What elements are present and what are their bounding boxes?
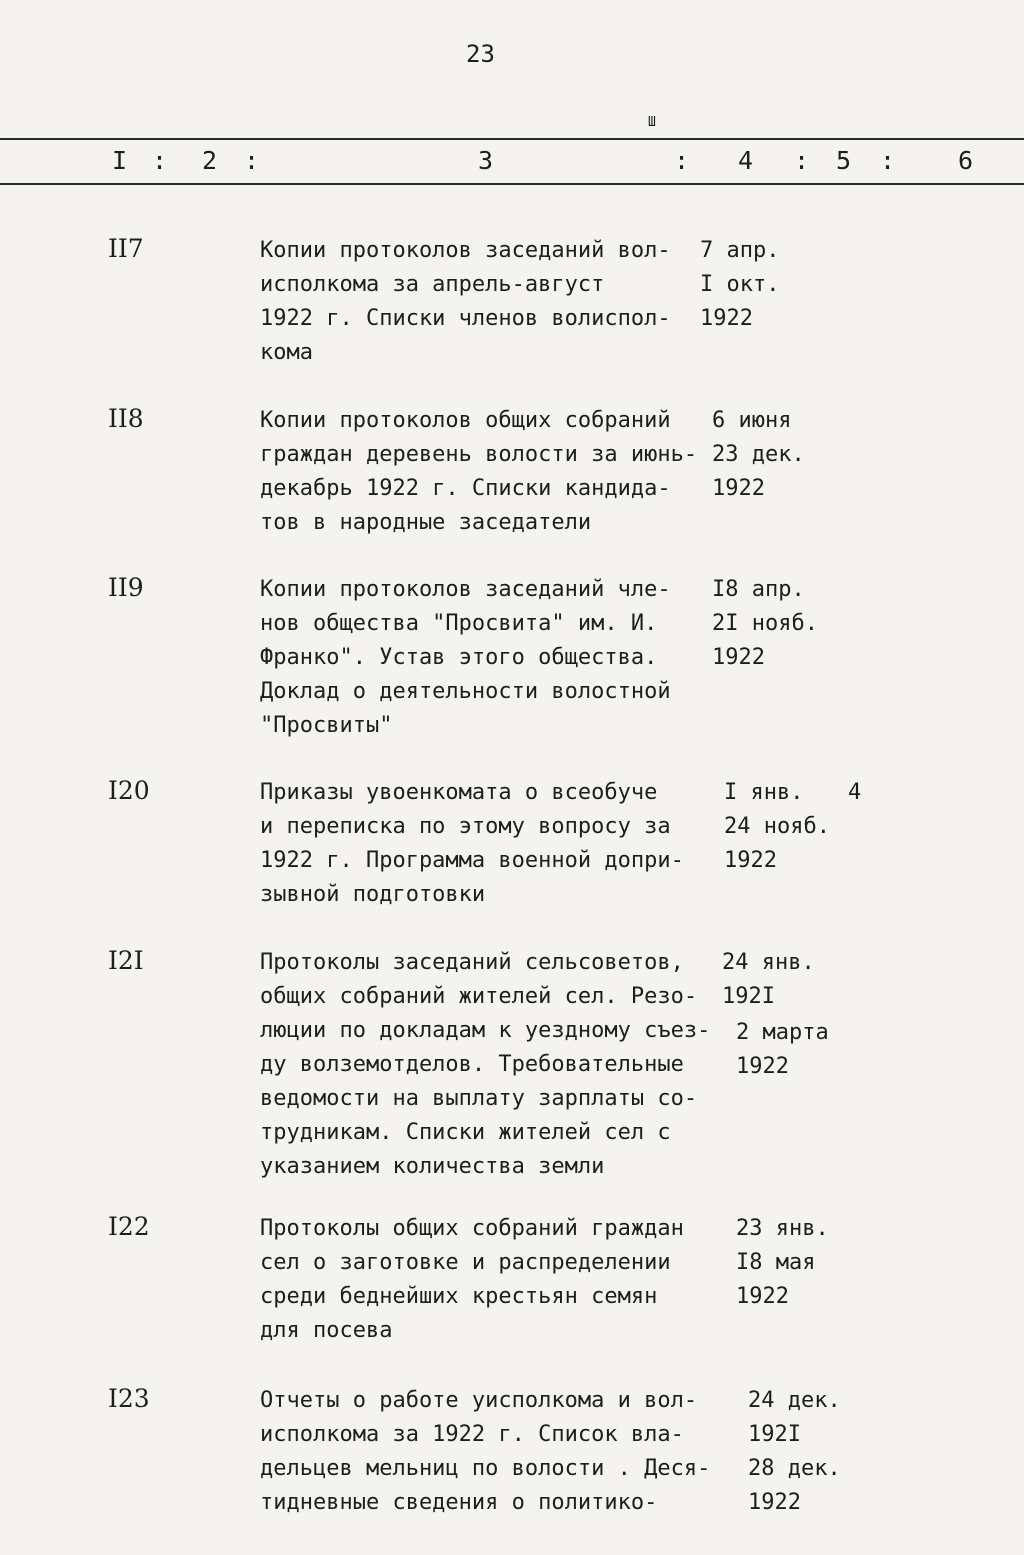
- record-dates: 7 апр. I окт. 1922: [700, 238, 780, 331]
- record-number: I20: [108, 776, 150, 805]
- record-date-start: 24 янв. 192I: [722, 950, 815, 1009]
- column-separator: :: [152, 146, 168, 175]
- record-number: I22: [108, 1212, 150, 1241]
- record-number: I2I: [108, 946, 144, 975]
- page-number: 23: [466, 40, 495, 68]
- record-dates: 6 июня 23 дек. 1922: [712, 408, 805, 501]
- column-1-header: I: [112, 146, 128, 175]
- column-4-header: 4: [738, 146, 754, 175]
- page-mark: Ш: [648, 115, 656, 130]
- record-number: II9: [108, 573, 144, 602]
- column-6-header: 6: [958, 146, 974, 175]
- record-sheet-count: 4: [848, 780, 862, 805]
- record-title: Копии протоколов общих собраний граждан деревень волости за июнь- декабрь 1922 г. Списки кандида- тов в народные заседатели: [260, 408, 698, 535]
- column-3-header: 3: [478, 146, 494, 175]
- record-number: II8: [108, 404, 144, 433]
- column-separator: :: [794, 146, 810, 175]
- header-rule-top: [0, 138, 1024, 140]
- record-dates: 24 дек. 192I 28 дек. 1922: [748, 1388, 841, 1515]
- record-title: Копии протоколов заседаний чле- нов общества "Просвита" им. И. Франко". Устав этого общества. Доклад о деятельности волостной "Просвиты": [260, 577, 671, 738]
- record-title: Протоколы общих собраний граждан сел о заготовке и распределении среди беднейших крестьян семян для посева: [260, 1216, 684, 1343]
- record-dates: I янв. 24 нояб. 1922: [724, 780, 830, 873]
- column-separator: :: [880, 146, 896, 175]
- record-title: Копии протоколов заседаний вол- исполкома за апрель-август 1922 г. Списки членов волиспол- кома: [260, 238, 671, 365]
- record-date-end: 2 марта 1922: [736, 1020, 829, 1079]
- record-dates: I8 апр. 2I нояб. 1922: [712, 577, 818, 670]
- column-5-header: 5: [836, 146, 852, 175]
- record-number: I23: [108, 1384, 150, 1413]
- record-title: Протоколы заседаний сельсоветов, общих собраний жителей сел. Резо- люции по докладам к уездному съез- ду волземотделов. Требовательные ведомости на выплату зарплаты со- трудникам. Списки жителей сел с указанием количества земли: [260, 950, 711, 1179]
- record-number: II7: [108, 234, 144, 263]
- record-title: Отчеты о работе уисполкома и вол- исполкома за 1922 г. Список вла- дельцев мельниц по волости . Деся- тидневные сведения о политико-: [260, 1388, 711, 1515]
- record-dates: 23 янв. I8 мая 1922: [736, 1216, 829, 1309]
- column-separator: :: [674, 146, 690, 175]
- column-2-header: 2: [202, 146, 218, 175]
- record-title: Приказы увоенкомата о всеобуче и переписка по этому вопросу за 1922 г. Программа военной допри- зывной подготовки: [260, 780, 684, 907]
- column-separator: :: [244, 146, 260, 175]
- header-rule-bottom: [0, 183, 1024, 185]
